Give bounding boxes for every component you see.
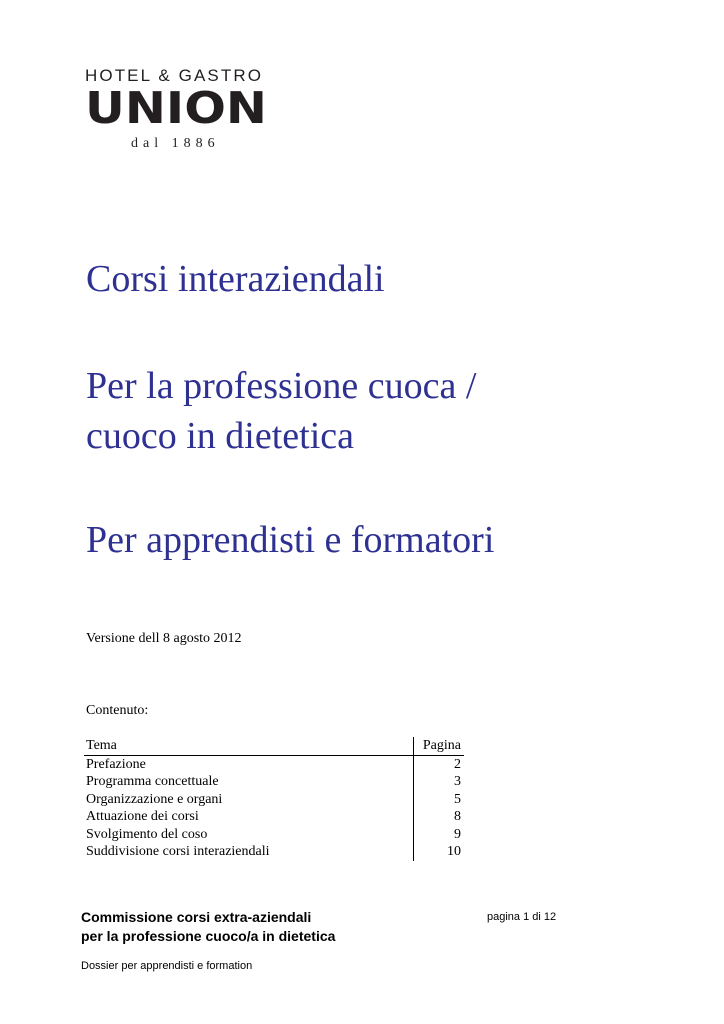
contents-label: Contenuto:	[86, 703, 149, 718]
toc-row	[84, 773, 464, 791]
footer-subtitle: Dossier per apprendisti e formation	[81, 960, 253, 972]
toc-row	[84, 843, 464, 861]
toc-page: 2	[414, 755, 465, 773]
toc-page: 9	[414, 826, 465, 844]
toc-topic: Programma concettuale	[86, 774, 219, 789]
title-line-2: Per la professione cuoca /	[86, 365, 477, 407]
toc-topic: Attuazione dei corsi	[86, 809, 199, 824]
logo-wordmark	[85, 90, 267, 126]
toc-page: 5	[414, 791, 465, 809]
toc-topic: Suddivisione corsi interaziendali	[86, 844, 270, 859]
toc-header-row	[84, 737, 464, 755]
toc-header-page: Pagina	[414, 737, 465, 755]
footer-page-info: pagina 1 di 12	[487, 911, 557, 923]
toc-row	[84, 791, 464, 809]
logo-wordmark-text: UNION	[85, 90, 267, 126]
logo-top-line: HOTEL & GASTRO	[85, 66, 264, 85]
footer-commission	[81, 908, 335, 946]
toc-header-topic: Tema	[84, 737, 414, 755]
toc-page: 10	[414, 843, 465, 861]
logo-since: dal 1886	[131, 136, 220, 151]
footer-line-2: per la professione cuoco/a in dietetica	[81, 928, 336, 944]
toc-row	[84, 808, 464, 826]
title-line-1: Corsi interaziendali	[86, 258, 385, 300]
toc-row	[84, 826, 464, 844]
version-date: Versione dell 8 agosto 2012	[86, 631, 242, 646]
toc-page: 3	[414, 773, 465, 791]
title-line-3: cuoco in dietetica	[86, 415, 354, 457]
footer-line-1: Commissione corsi extra-aziendali	[81, 909, 312, 925]
toc-topic: Prefazione	[86, 756, 146, 772]
toc-page: 8	[414, 808, 465, 826]
toc-row	[84, 755, 464, 773]
toc-topic: Svolgimento del coso	[86, 826, 208, 842]
brand-logo	[85, 66, 275, 152]
table-of-contents	[84, 737, 464, 861]
title-line-4: Per apprendisti e formatori	[86, 519, 495, 561]
toc-topic: Organizzazione e organi	[86, 791, 223, 807]
